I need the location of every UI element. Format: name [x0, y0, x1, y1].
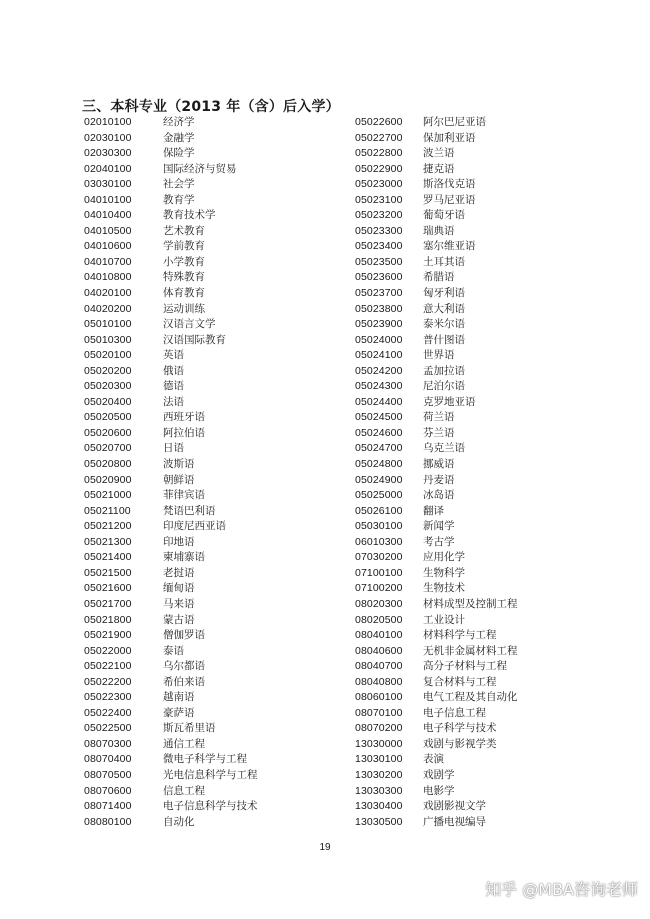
major-name: 戏剧学 [423, 768, 455, 781]
major-name: 俄语 [163, 364, 184, 377]
major-row [84, 426, 334, 442]
major-name: 特殊教育 [163, 271, 205, 284]
major-name: 翻译 [423, 504, 444, 517]
major-row [355, 675, 605, 691]
major-code: 05021700 [84, 597, 132, 610]
major-row [355, 815, 605, 831]
major-code: 05023400 [355, 240, 403, 253]
major-name: 教育学 [163, 193, 195, 206]
major-name: 法语 [163, 395, 184, 408]
major-name: 世界语 [423, 349, 455, 362]
major-name: 塞尔维亚语 [423, 240, 476, 253]
major-row [84, 721, 334, 737]
major-row [84, 566, 334, 582]
major-code: 08020500 [355, 613, 403, 626]
major-row [355, 286, 605, 302]
major-name: 小学教育 [163, 255, 205, 268]
major-name: 普什图语 [423, 333, 465, 346]
major-row [84, 519, 334, 535]
major-name: 运动训练 [163, 302, 205, 315]
major-row [84, 239, 334, 255]
major-code: 05021300 [84, 535, 132, 548]
major-code: 04010700 [84, 255, 132, 268]
major-code: 05022800 [355, 147, 403, 160]
major-code: 07100200 [355, 582, 403, 595]
major-row [84, 488, 334, 504]
major-code: 13030000 [355, 737, 403, 750]
major-row [355, 239, 605, 255]
major-row [84, 379, 334, 395]
major-name: 学前教育 [163, 240, 205, 253]
major-code: 05020400 [84, 395, 132, 408]
major-row [355, 613, 605, 629]
major-code: 08060100 [355, 691, 403, 704]
major-row [355, 333, 605, 349]
major-name: 经济学 [163, 116, 195, 128]
major-code: 05022000 [84, 644, 132, 657]
major-code: 05022300 [84, 691, 132, 704]
major-code: 03030100 [84, 178, 132, 191]
major-name: 电气工程及其自动化 [423, 691, 518, 704]
major-name: 德语 [163, 380, 184, 393]
major-code: 08070600 [84, 784, 132, 797]
major-name: 艺术教育 [163, 224, 205, 237]
major-code: 05022100 [84, 660, 132, 673]
major-code: 04010800 [84, 271, 132, 284]
major-name: 汉语言文学 [163, 318, 216, 331]
major-code: 06010300 [355, 535, 403, 548]
major-name: 柬埔寨语 [163, 551, 205, 564]
major-name: 西班牙语 [163, 411, 205, 424]
major-code: 05025000 [355, 489, 403, 502]
major-row [355, 457, 605, 473]
major-code: 05023900 [355, 318, 403, 331]
major-row [84, 115, 334, 131]
major-name: 荷兰语 [423, 411, 455, 424]
major-name: 丹麦语 [423, 473, 455, 486]
major-name: 保加利亚语 [423, 131, 476, 144]
major-row [84, 550, 334, 566]
major-name: 戏剧与影视学类 [423, 737, 497, 750]
major-row [355, 768, 605, 784]
major-name: 僧伽罗语 [163, 629, 205, 642]
major-name: 波斯语 [163, 458, 195, 471]
major-name: 电影学 [423, 784, 455, 797]
major-code: 05024200 [355, 364, 403, 377]
major-row [355, 146, 605, 162]
major-name: 通信工程 [163, 737, 205, 750]
major-name: 自动化 [163, 815, 195, 828]
major-row [355, 162, 605, 178]
major-name: 泰米尔语 [423, 318, 465, 331]
major-code: 05022400 [84, 706, 132, 719]
major-code: 05020700 [84, 442, 132, 455]
major-name: 国际经济与贸易 [163, 162, 237, 175]
major-row [355, 566, 605, 582]
major-row [84, 224, 334, 240]
major-code: 08040600 [355, 644, 403, 657]
major-code: 05024300 [355, 380, 403, 393]
major-row [84, 597, 334, 613]
major-row [84, 317, 334, 333]
major-name: 阿拉伯语 [163, 426, 205, 439]
major-code: 13030400 [355, 800, 403, 813]
major-code: 08070200 [355, 722, 403, 735]
major-code: 05023200 [355, 209, 403, 222]
major-name: 老挝语 [163, 566, 195, 579]
major-row [84, 395, 334, 411]
major-code: 05020100 [84, 349, 132, 362]
major-name: 微电子科学与工程 [163, 753, 247, 766]
major-row [84, 177, 334, 193]
major-code: 04010500 [84, 224, 132, 237]
major-row [84, 162, 334, 178]
major-row [355, 115, 605, 131]
major-code: 05024100 [355, 349, 403, 362]
major-name: 光电信息科学与工程 [163, 768, 258, 781]
major-code: 05020800 [84, 458, 132, 471]
right-major-list [355, 115, 605, 830]
major-name: 孟加拉语 [423, 364, 465, 377]
major-row [355, 550, 605, 566]
major-code: 05020500 [84, 411, 132, 424]
major-name: 缅甸语 [163, 582, 195, 595]
major-code: 05020200 [84, 364, 132, 377]
major-name: 表演 [423, 753, 444, 766]
major-row [84, 644, 334, 660]
major-code: 05020900 [84, 473, 132, 486]
major-code: 05021600 [84, 582, 132, 595]
major-code: 05024000 [355, 333, 403, 346]
major-row [84, 659, 334, 675]
major-name: 材料科学与工程 [423, 629, 497, 642]
major-code: 08040100 [355, 629, 403, 642]
major-row [355, 410, 605, 426]
major-row [355, 193, 605, 209]
major-code: 05021000 [84, 489, 132, 502]
major-code: 05022600 [355, 116, 403, 128]
major-code: 05020300 [84, 380, 132, 393]
major-name: 信息工程 [163, 784, 205, 797]
major-code: 13030100 [355, 753, 403, 766]
major-name: 菲律宾语 [163, 489, 205, 502]
major-row [84, 504, 334, 520]
major-code: 08080100 [84, 815, 132, 828]
major-code: 05023000 [355, 178, 403, 191]
major-row [355, 659, 605, 675]
major-code: 05010100 [84, 318, 132, 331]
major-row [355, 426, 605, 442]
major-code: 04010400 [84, 209, 132, 222]
major-row [355, 395, 605, 411]
major-code: 08020300 [355, 597, 403, 610]
major-row [84, 457, 334, 473]
major-row [84, 255, 334, 271]
major-row [355, 364, 605, 380]
major-name: 金融学 [163, 131, 195, 144]
major-row [84, 286, 334, 302]
major-row [84, 815, 334, 831]
major-name: 体育教育 [163, 287, 205, 300]
major-row [355, 752, 605, 768]
major-row [84, 131, 334, 147]
major-name: 匈牙利语 [423, 287, 465, 300]
major-row [355, 302, 605, 318]
major-row [355, 270, 605, 286]
major-row [84, 535, 334, 551]
major-name: 电子科学与技术 [423, 722, 497, 735]
major-name: 电子信息工程 [423, 706, 486, 719]
major-name: 希腊语 [423, 271, 455, 284]
major-name: 波兰语 [423, 147, 455, 160]
major-name: 越南语 [163, 691, 195, 704]
major-row [84, 706, 334, 722]
major-name: 蒙古语 [163, 613, 195, 626]
major-name: 希伯来语 [163, 675, 205, 688]
left-major-list [84, 115, 334, 830]
major-code: 05024800 [355, 458, 403, 471]
page-number: 19 [319, 842, 331, 853]
major-row [355, 208, 605, 224]
major-code: 08070300 [84, 737, 132, 750]
major-code: 05022200 [84, 675, 132, 688]
major-row [84, 333, 334, 349]
major-name: 日语 [163, 442, 184, 455]
major-row [355, 317, 605, 333]
major-code: 05023100 [355, 193, 403, 206]
major-code: 05010300 [84, 333, 132, 346]
major-code: 05021100 [84, 504, 131, 517]
major-name: 印地语 [163, 535, 195, 548]
major-code: 05030100 [355, 520, 403, 533]
major-name: 葡萄牙语 [423, 209, 465, 222]
major-name: 社会学 [163, 178, 195, 191]
major-code: 13030200 [355, 768, 403, 781]
major-row [355, 379, 605, 395]
major-code: 05024900 [355, 473, 403, 486]
major-code: 05023500 [355, 255, 403, 268]
major-code: 07100100 [355, 566, 403, 579]
major-row [84, 441, 334, 457]
major-name: 工业设计 [423, 613, 465, 626]
major-code: 04020100 [84, 287, 132, 300]
major-name: 印度尼西亚语 [163, 520, 226, 533]
major-code: 05023600 [355, 271, 403, 284]
major-row [84, 193, 334, 209]
major-name: 泰语 [163, 644, 184, 657]
major-row [84, 581, 334, 597]
major-row [355, 473, 605, 489]
major-name: 高分子材料与工程 [423, 660, 507, 673]
major-code: 05022700 [355, 131, 403, 144]
major-row [84, 270, 334, 286]
major-code: 05024500 [355, 411, 403, 424]
major-row [84, 208, 334, 224]
major-row [84, 613, 334, 629]
major-code: 05020600 [84, 426, 132, 439]
major-code: 05021200 [84, 520, 132, 533]
major-name: 豪萨语 [163, 706, 195, 719]
major-code: 05023800 [355, 302, 403, 315]
major-code: 02030100 [84, 131, 132, 144]
major-row [355, 224, 605, 240]
major-name: 汉语国际教育 [163, 333, 226, 346]
major-row [355, 597, 605, 613]
major-row [84, 302, 334, 318]
major-name: 马来语 [163, 597, 195, 610]
major-name: 电子信息科学与技术 [163, 800, 258, 813]
major-row [355, 628, 605, 644]
major-row [355, 488, 605, 504]
major-name: 材料成型及控制工程 [423, 597, 518, 610]
major-code: 04010100 [84, 193, 132, 206]
major-row [84, 364, 334, 380]
major-code: 13030500 [355, 815, 403, 828]
major-row [355, 348, 605, 364]
major-name: 尼泊尔语 [423, 380, 465, 393]
major-row [355, 519, 605, 535]
major-name: 芬兰语 [423, 426, 455, 439]
major-code: 05024600 [355, 426, 403, 439]
major-code: 02010100 [84, 116, 132, 128]
major-code: 05024400 [355, 395, 403, 408]
major-row [355, 131, 605, 147]
major-row [84, 628, 334, 644]
major-name: 冰岛语 [423, 489, 455, 502]
major-name: 无机非金属材料工程 [423, 644, 518, 657]
zhihu-watermark: 知乎 @MBA咨询老师 [485, 880, 638, 899]
major-name: 生物科学 [423, 566, 465, 579]
major-name: 考古学 [423, 535, 455, 548]
major-code: 08040800 [355, 675, 403, 688]
major-name: 保险学 [163, 147, 195, 160]
major-code: 04020200 [84, 302, 132, 315]
major-row [84, 768, 334, 784]
major-code: 05022500 [84, 722, 132, 735]
major-row [355, 737, 605, 753]
major-name: 克罗地亚语 [423, 395, 476, 408]
major-row [355, 177, 605, 193]
major-code: 05026100 [355, 504, 403, 517]
major-row [84, 752, 334, 768]
major-row [84, 348, 334, 364]
major-row [84, 473, 334, 489]
major-code: 08040700 [355, 660, 403, 673]
major-name: 土耳其语 [423, 255, 465, 268]
major-code: 13030300 [355, 784, 403, 797]
major-name: 意大利语 [423, 302, 465, 315]
major-code: 08070400 [84, 753, 132, 766]
major-name: 挪威语 [423, 458, 455, 471]
major-name: 斯洛伐克语 [423, 178, 476, 191]
major-code: 05021500 [84, 566, 132, 579]
major-name: 乌尔都语 [163, 660, 205, 673]
major-code: 05021900 [84, 629, 132, 642]
major-row [355, 255, 605, 271]
major-row [84, 410, 334, 426]
major-row [355, 441, 605, 457]
major-row [355, 706, 605, 722]
major-row [355, 644, 605, 660]
major-row [355, 535, 605, 551]
major-name: 教育技术学 [163, 209, 216, 222]
major-row [355, 581, 605, 597]
major-code: 08071400 [84, 800, 132, 813]
major-name: 乌克兰语 [423, 442, 465, 455]
major-row [84, 146, 334, 162]
major-name: 瑞典语 [423, 224, 455, 237]
major-row [84, 690, 334, 706]
major-code: 05022900 [355, 162, 403, 175]
major-row [84, 799, 334, 815]
major-code: 04010600 [84, 240, 132, 253]
major-code: 08070500 [84, 768, 132, 781]
major-name: 复合材料与工程 [423, 675, 497, 688]
major-row [84, 784, 334, 800]
major-name: 生物技术 [423, 582, 465, 595]
major-name: 应用化学 [423, 551, 465, 564]
major-code: 05021800 [84, 613, 132, 626]
major-code: 05021400 [84, 551, 132, 564]
major-code: 05023300 [355, 224, 403, 237]
major-row [355, 784, 605, 800]
major-name: 罗马尼亚语 [423, 193, 476, 206]
major-row [355, 721, 605, 737]
major-name: 戏剧影视文学 [423, 800, 486, 813]
major-row [355, 504, 605, 520]
major-code: 08070100 [355, 706, 403, 719]
major-name: 新闻学 [423, 520, 455, 533]
major-name: 斯瓦希里语 [163, 722, 216, 735]
major-code: 02030300 [84, 147, 132, 160]
major-name: 梵语巴利语 [163, 504, 216, 517]
major-row [84, 737, 334, 753]
major-name: 朝鲜语 [163, 473, 195, 486]
major-name: 英语 [163, 349, 184, 362]
major-code: 05024700 [355, 442, 403, 455]
page-title: 三、本科专业（2013 年（含）后入学） [82, 99, 340, 115]
major-name: 捷克语 [423, 162, 455, 175]
major-row [355, 799, 605, 815]
major-code: 02040100 [84, 162, 132, 175]
major-code: 05023700 [355, 287, 403, 300]
major-row [84, 675, 334, 691]
major-name: 广播电视编导 [423, 815, 486, 828]
major-code: 07030200 [355, 551, 403, 564]
major-name: 阿尔巴尼亚语 [423, 116, 486, 128]
major-row [355, 690, 605, 706]
